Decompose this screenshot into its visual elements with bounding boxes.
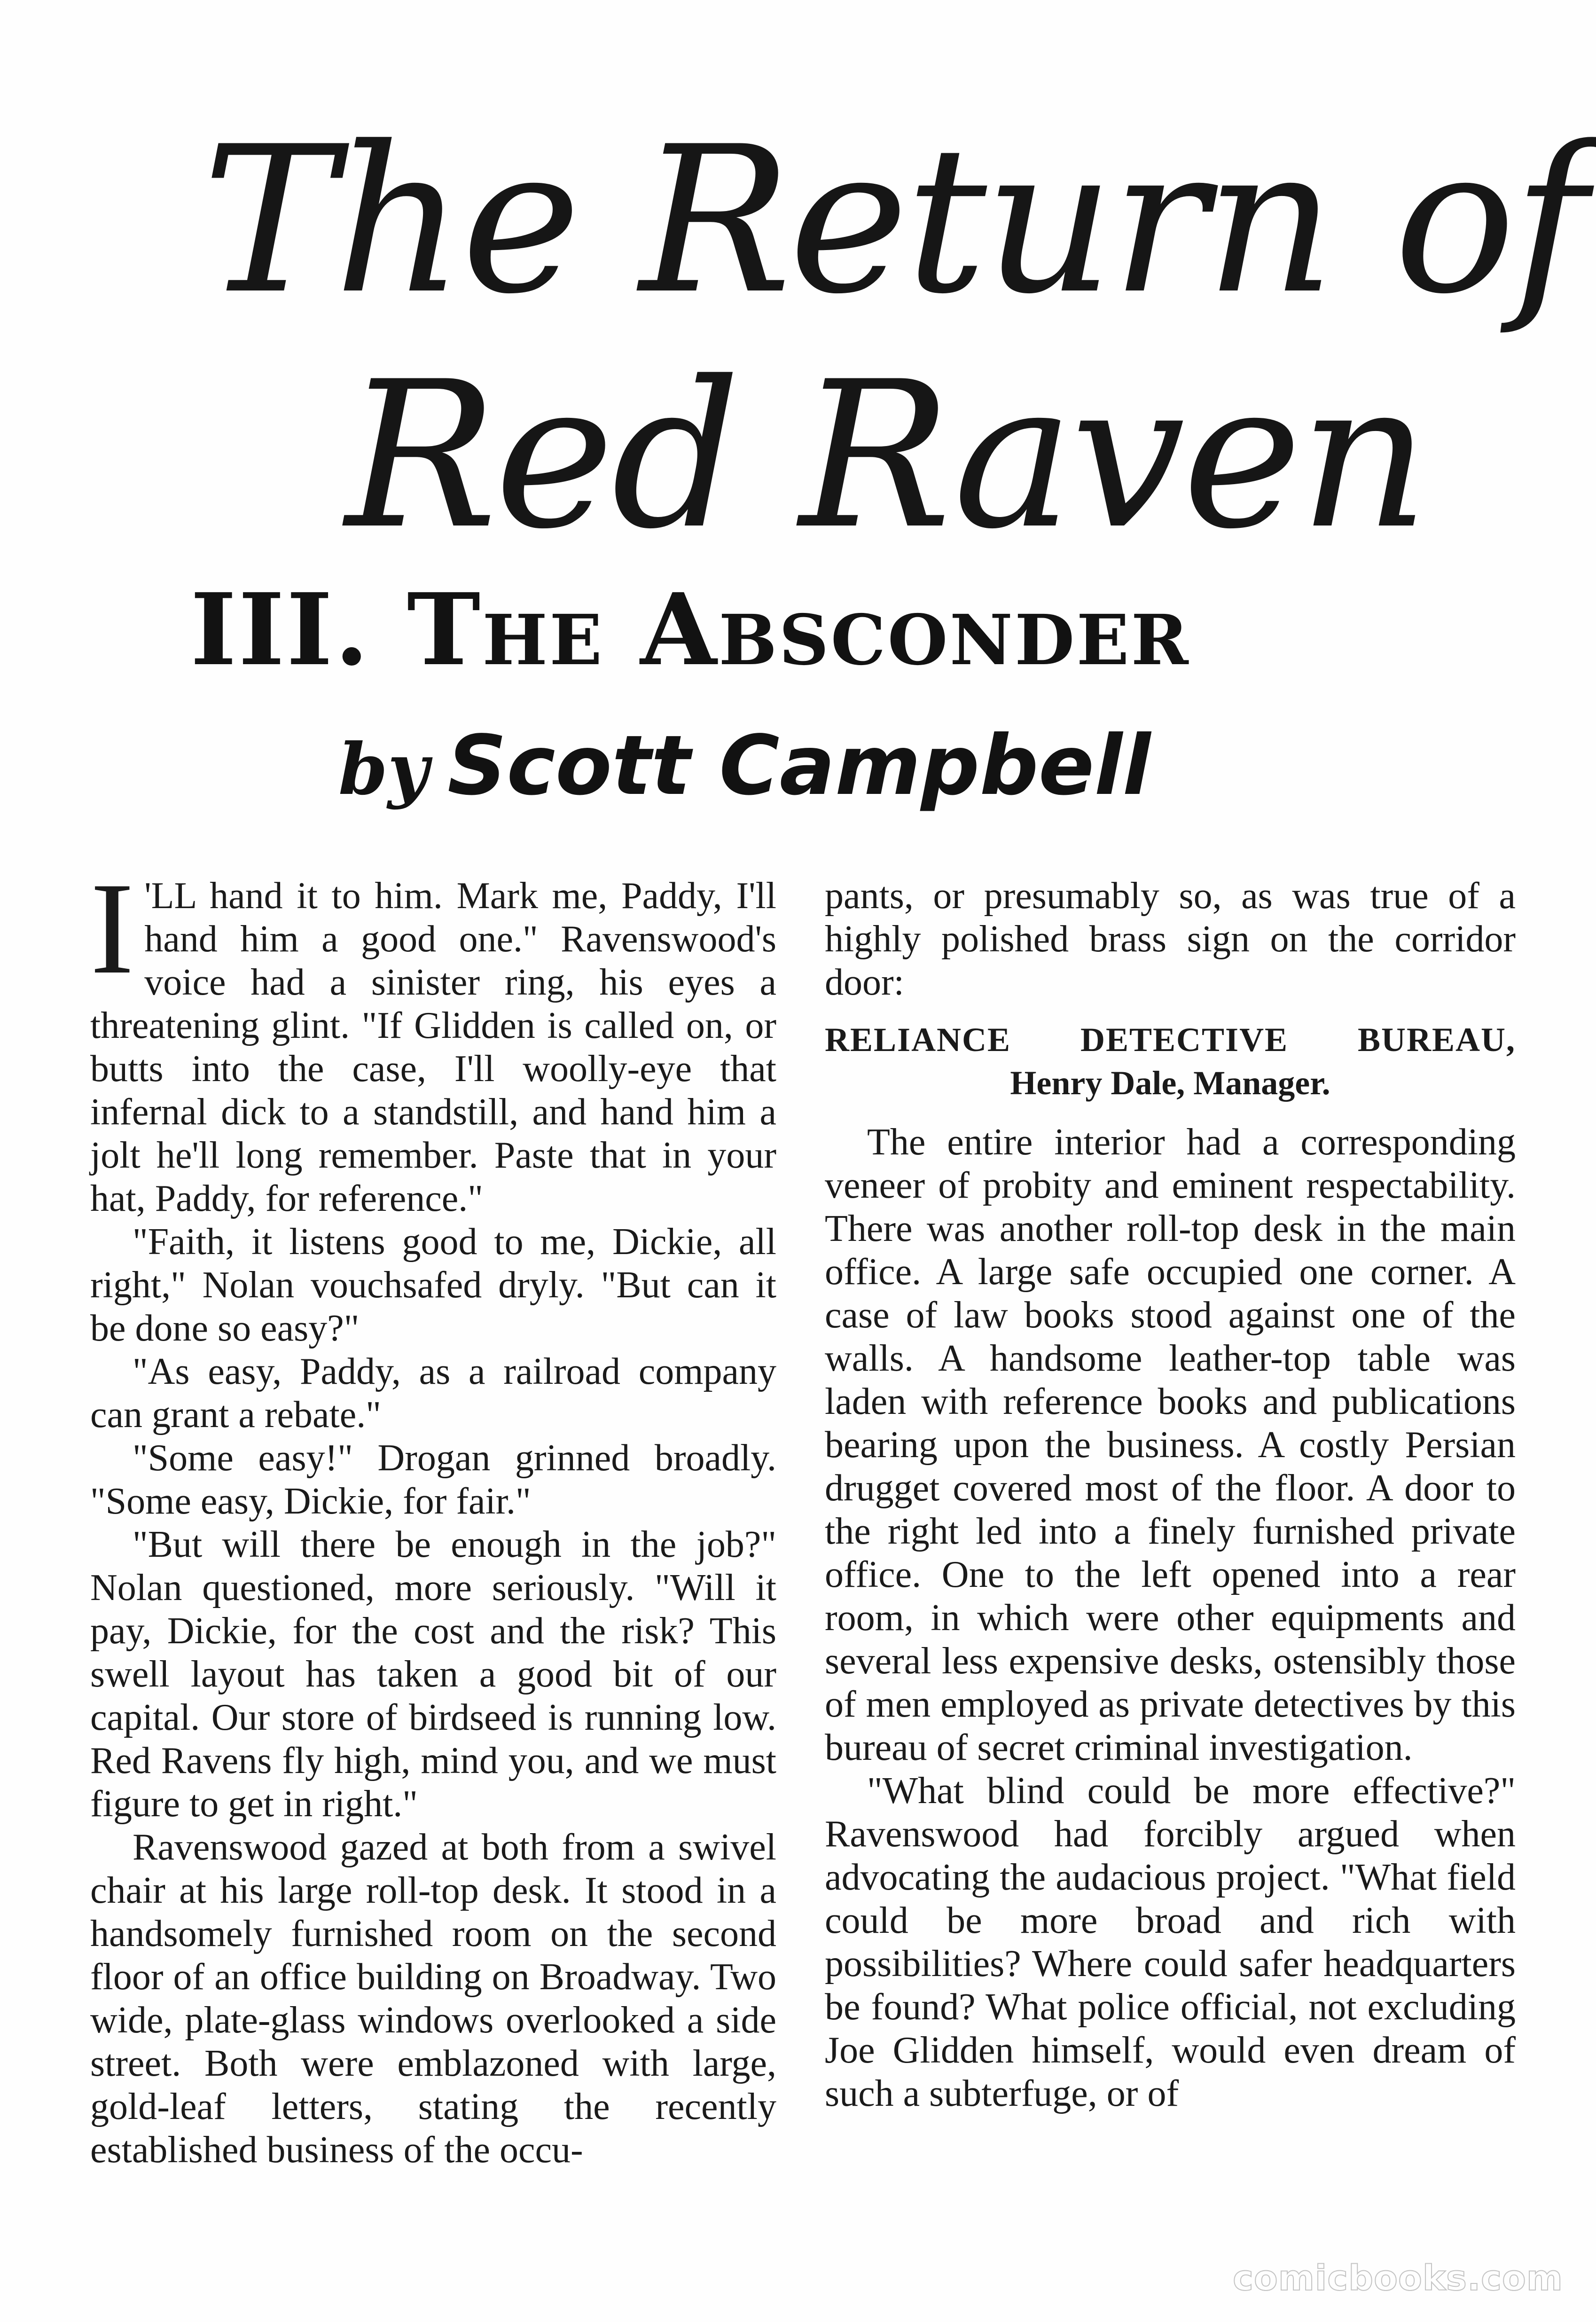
paragraph: "As easy, Paddy, as a railroad company can grant a rebate." bbox=[90, 1351, 776, 1436]
paragraph: "Some easy!" Drogan grinned broadly. "Some easy, Dickie, for fair." bbox=[90, 1437, 776, 1522]
lead-word: 'LL bbox=[144, 875, 196, 917]
paragraph: The entire interior had a corresponding veneer of probity and eminent respectability. There was another roll-top desk in the main office. A large safe occupied one corner. A case of law books stood against one of the walls. A handsome leather-top table was laden with reference books and publications bearing upon the business. A costly Persian drugget covered most of the floor. A door to the right led into a finely furnished private office. One to the left opened into a rear room, in which were other equipments and several less expensive desks, ostensibly those of men employed as private detectives by this bureau of secret criminal investigation. bbox=[825, 1122, 1516, 1768]
watermark-logo: comicbooks.com bbox=[1233, 2258, 1563, 2298]
notice-line-2: Henry Dale, Manager. bbox=[1010, 1064, 1330, 1102]
author-name: Scott Campbell bbox=[447, 718, 1151, 814]
text-column-right bbox=[825, 874, 1516, 2115]
drop-cap: I bbox=[90, 855, 134, 1001]
paragraph: "What blind could be more effective?" Ravenswood had forcibly argued when advocating the audacious project. "What field could be more broad and rich with possibilities? Where could safer headquarters be found? What police official, not excluding Joe Glidden himself, would even dream of such a subterfuge, or of bbox=[825, 1770, 1516, 2114]
paragraph: "Faith, it listens good to me, Dickie, all right," Nolan vouchsafed dryly. "But can it be done so easy?" bbox=[90, 1221, 776, 1349]
byline bbox=[338, 714, 1150, 821]
paragraph: Ravenswood gazed at both from a swivel chair at his large roll-top desk. It stood in a handsomely furnished room on the second floor of an office building on Broadway. Two wide, plate-glass windows overlooked a side street. Both were emblazoned with large, gold-leaf letters, stating the recently established business of the occu- bbox=[90, 1827, 776, 2171]
byline-by: by bbox=[338, 728, 429, 811]
chapter-subtitle: III. The Absconder bbox=[190, 572, 1190, 688]
paragraph: "But will there be enough in the job?" Nolan questioned, more seriously. "Will it pay, Dickie, for the cost and the risk? This swell layout has taken a good bit of our capital. Our store of birdseed is running low. Red Ravens fly high, mind you, and we must figure to get in right." bbox=[90, 1524, 776, 1825]
story-title-line-2: Red Raven bbox=[345, 338, 1427, 573]
brass-sign-notice bbox=[825, 1018, 1516, 1105]
text-column-left bbox=[90, 855, 777, 2172]
paragraph: pants, or presumably so, as was true of a highly polished brass sign on the corridor door: bbox=[825, 875, 1516, 1003]
paragraph-text: hand it to him. Mark me, Paddy, I'll hand him a good one." Ravenswood's voice had a sinister ring, his eyes a threatening glint. "If Glidden is called on, or butts into the case, I'll woolly-eye that infernal dick to a standstill, and hand him a jolt he'll long remember. Paste that in your hat, Paddy, for reference." bbox=[90, 875, 777, 1219]
story-title-line-1: The Return of bbox=[202, 103, 1585, 338]
notice-line-1: RELIANCE DETECTIVE BUREAU, bbox=[825, 1021, 1516, 1059]
paragraph bbox=[90, 855, 777, 1220]
